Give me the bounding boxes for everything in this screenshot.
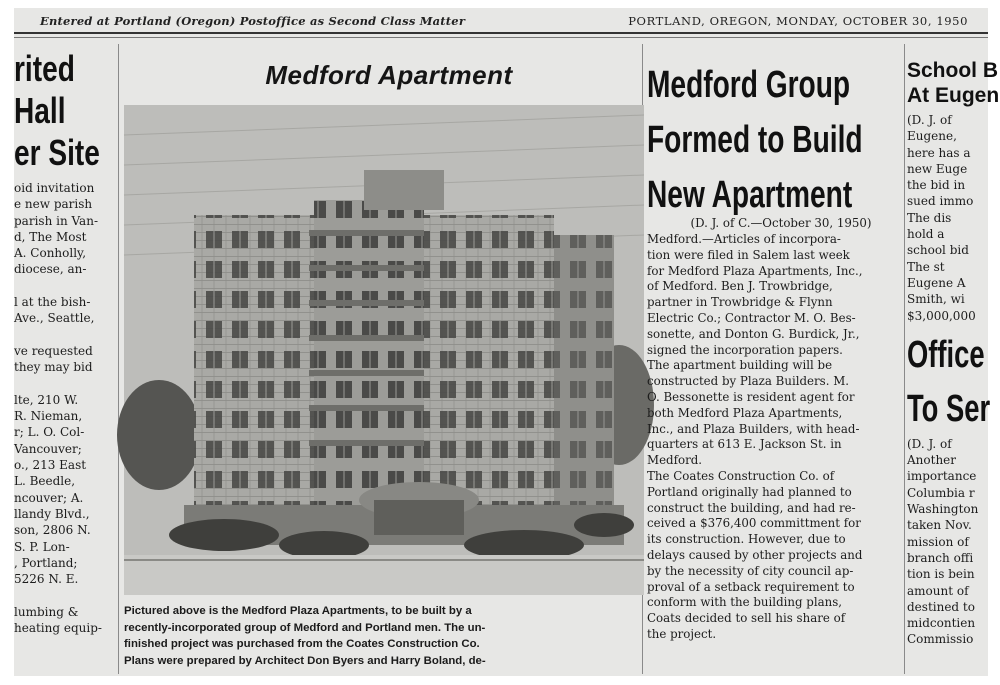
left-body-line: lumbing &: [14, 604, 79, 619]
left-body-line: d, The Most: [14, 229, 87, 244]
right-headline-bottom: [907, 328, 991, 436]
body-line: quarters at 613 E. Jackson St. in: [647, 437, 842, 452]
article-body: [647, 232, 915, 672]
right-body-line: school bid: [907, 243, 969, 258]
right-body-line: here has a: [907, 145, 971, 160]
body-line: for Medford Plaza Apartments, Inc.,: [647, 263, 863, 278]
body-line: Portland originally had planned to: [647, 484, 852, 499]
body-line: both Medford Plaza Apartments,: [647, 405, 843, 420]
right-body-line: Eugene A: [907, 275, 966, 290]
masthead-rule: [14, 32, 988, 34]
left-body-line: heating equip-: [14, 621, 102, 636]
left-body-line: diocese, an-: [14, 262, 87, 277]
left-body-line: son, 2806 N.: [14, 523, 91, 538]
headline-line: Office: [907, 333, 985, 376]
left-body-line: A. Conholly,: [14, 246, 87, 261]
right-body-line: taken Nov.: [907, 518, 972, 533]
right-body-line: destined to: [907, 599, 975, 614]
right-body-line: sued immo: [907, 194, 974, 209]
right-body-line: The dis: [907, 210, 952, 225]
right-body-line: the bid in: [907, 178, 966, 193]
body-line: Medford.—Articles of incorpora-: [647, 232, 841, 246]
body-line: Medford.: [647, 453, 703, 468]
left-body-line: , Portland;: [14, 555, 78, 570]
body-line: sonette, and Donton G. Burdick, Jr.,: [647, 326, 860, 341]
body-line: signed the incorporation papers.: [647, 342, 843, 357]
right-body-line: amount of: [907, 583, 969, 598]
left-body-line: [14, 376, 116, 392]
left-body-line: ncouver; A.: [14, 490, 84, 505]
body-line: partner in Trowbridge & Flynn: [647, 295, 833, 310]
right-body-line: The st: [907, 259, 945, 274]
left-body-line: L. Beedle,: [14, 474, 76, 489]
left-cropped-column: [14, 48, 116, 674]
right-body-line: (D. J. of: [907, 113, 952, 127]
body-line: ceived a $376,400 committment for: [647, 516, 861, 531]
left-body-line: they may bid: [14, 360, 93, 375]
headline-line: At Eugen: [907, 84, 1000, 107]
right-body-line: Washington: [907, 502, 979, 517]
headline-line: Medford Group: [647, 64, 851, 106]
photo-caption: [124, 603, 646, 669]
right-body-bottom: [907, 436, 987, 648]
right-body-line: mission of: [907, 534, 969, 549]
right-headline-top: [907, 58, 1000, 108]
caption-line: recently-incorporated group of Medford and Portland men. The un-: [124, 621, 486, 634]
right-body-top: [907, 112, 987, 324]
headline-line: New Apartment: [647, 174, 853, 216]
left-body-line: o., 213 East: [14, 458, 87, 473]
body-line: Coats decided to sell his share of: [647, 611, 846, 626]
right-body-line: Columbia r: [907, 485, 975, 500]
left-body-line: [14, 278, 116, 294]
headline-line: To Ser: [907, 387, 991, 430]
left-headline: [14, 48, 116, 174]
left-headline-line: rited: [14, 48, 75, 89]
feature-title: Medford Apartment: [265, 60, 513, 90]
left-headline-line: Hall: [14, 90, 66, 131]
right-body-line: importance: [907, 469, 977, 484]
masthead-dateline: PORTLAND, OREGON, MONDAY, OCTOBER 30, 1950: [628, 14, 968, 28]
left-body: [14, 180, 116, 636]
body-line: constructed by Plaza Builders. M.: [647, 374, 850, 389]
right-body-line: new Euge: [907, 161, 968, 176]
body-line: tion were filed in Salem last week: [647, 247, 850, 262]
right-body-line: hold a: [907, 227, 945, 242]
body-line: proval of a setback requirement to: [647, 579, 855, 594]
left-body-line: lte, 210 W.: [14, 392, 79, 407]
building-illustration: [124, 105, 644, 595]
left-body-line: R. Nieman,: [14, 409, 83, 424]
body-line: construct the building, and had re-: [647, 500, 856, 515]
body-line: the project.: [647, 626, 717, 641]
right-body-line: Smith, wi: [907, 292, 965, 307]
dateline-text: (D. J. of C.—October 30, 1950): [690, 216, 872, 230]
caption-line: Plans were prepared by Architect Don Byers and Harry Boland, de-: [124, 654, 486, 667]
right-body-line: branch offi: [907, 550, 974, 565]
masthead-rule-thin: [14, 37, 988, 38]
caption-line: Pictured above is the Medford Plaza Apartments, to be built by a: [124, 605, 472, 617]
right-body-line: tion is bein: [907, 567, 975, 582]
left-body-line: [14, 327, 116, 343]
column-divider: [118, 44, 119, 674]
headline-line: School B: [907, 59, 999, 82]
left-body-line: parish in Van-: [14, 213, 98, 228]
left-body-line: oid invitation: [14, 181, 95, 195]
caption-line: finished project was purchased from the Coates Construction Co.: [124, 638, 480, 650]
body-line: O. Bessonette is resident agent for: [647, 389, 855, 404]
body-line: its construction. However, due to: [647, 532, 846, 547]
right-body-line: $3,000,000: [907, 308, 976, 323]
left-body-line: l at the bish-: [14, 295, 91, 310]
right-body-line: midcontien: [907, 616, 976, 631]
right-body-line: Eugene,: [907, 129, 957, 144]
left-body-line: [14, 587, 116, 603]
left-body-line: Vancouver;: [14, 441, 82, 456]
article-dateline: [647, 216, 915, 232]
right-cropped-column: [907, 58, 1000, 674]
body-line: by the necessity of city council ap-: [647, 563, 854, 578]
right-body-line: Another: [907, 453, 957, 468]
left-body-line: r; L. O. Col-: [14, 425, 85, 440]
body-line: of Medford. Ben J. Trowbridge,: [647, 279, 833, 294]
right-body-line: (D. J. of: [907, 436, 952, 451]
headline-line: Formed to Build: [647, 119, 863, 161]
right-body-line: Commissio: [907, 632, 974, 647]
body-line: conform with the building plans,: [647, 595, 843, 610]
left-body-line: llandy Blvd.,: [14, 506, 90, 521]
masthead-postoffice-notice: Entered at Portland (Oregon) Postoffice as Second Class Matter: [40, 14, 466, 28]
body-line: The Coates Construction Co. of: [647, 468, 835, 483]
left-body-line: S. P. Lon-: [14, 539, 70, 554]
left-body-line: e new parish: [14, 197, 93, 212]
body-line: Electric Co.; Contractor M. O. Bes-: [647, 310, 856, 325]
left-body-line: ve requested: [14, 343, 93, 358]
left-headline-line: er Site: [14, 132, 100, 173]
body-line: The apartment building will be: [647, 358, 833, 373]
left-body-line: 5226 N. E.: [14, 572, 79, 587]
body-line: delays caused by other projects and: [647, 547, 863, 562]
body-line: Inc., and Plaza Builders, with head-: [647, 421, 860, 436]
left-body-line: Ave., Seattle,: [14, 311, 95, 326]
article-headline: [647, 58, 938, 223]
newspaper-page: [14, 8, 1000, 676]
